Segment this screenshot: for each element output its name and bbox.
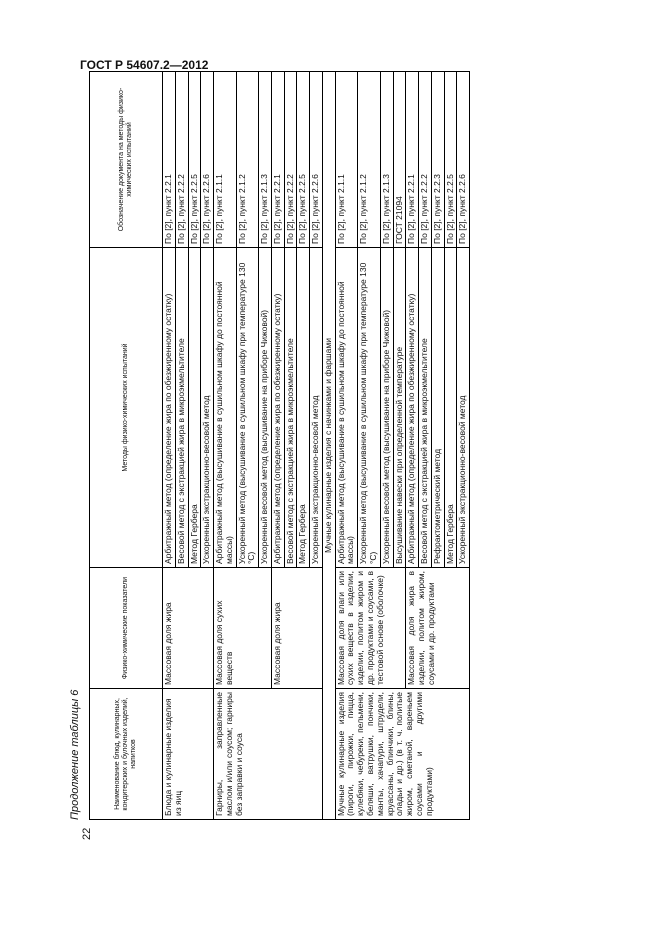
rotated-page-content (69, 72, 602, 840)
document-cell: По [2], пункт 2.1.3 (380, 72, 393, 248)
document-cell: По [2], пункт 2.2.1 (271, 72, 284, 248)
document-cell: По [2], пункт 2.2.1 (406, 72, 419, 248)
document-cell: По [2], пункт 2.1.1 (335, 72, 358, 248)
document-cell: По [2], пункт 2.1.2 (358, 72, 381, 248)
method-cell: Метод Гербера (297, 248, 310, 568)
method-cell: Высушивание навески при определенной температуре (393, 248, 406, 568)
table-row (214, 72, 237, 820)
method-cell: Ускоренный экстракционно-весовой метод (310, 248, 323, 568)
document-cell: По [2], пункт 2.2.6 (201, 72, 214, 248)
method-cell: Ускоренный экстракционно-весовой метод (457, 248, 470, 568)
table-header-row (90, 72, 163, 820)
document-cell: По [2], пункт 2.2.6 (310, 72, 323, 248)
section-title: Мучные кулинарные изделия с начинками и фаршами (322, 72, 335, 820)
method-cell: Ускоренный метод (высушивание в сушильном шкафу при температуре 130 °С) (358, 248, 381, 568)
document-cell: По [2], пункт 2.2.2 (284, 72, 297, 248)
table-row (163, 72, 176, 820)
method-cell: Арбитражный метод (высушивание в сушильном шкафу до постоянной массы) (214, 248, 237, 568)
method-cell: Весовой метод с экстракцией жира в микроэкмельтителе (419, 248, 432, 568)
indicator-cell: Массовая доля жира (271, 568, 322, 689)
method-cell: Ускоренный метод (высушивание в сушильном шкафу при температуре 130 °С) (236, 248, 259, 568)
indicator-cell: Массовая доля жира (163, 568, 214, 689)
document-cell: По [2], пункт 2.2.3 (431, 72, 444, 248)
header-product: Наименование блюд, кулинарных, кондитерских и булочных изделий, напитков (90, 689, 163, 820)
method-cell: Весовой метод с экстракцией жира в микроэкмельтителе (284, 248, 297, 568)
document-cell: По [2], пункт 2.2.2 (419, 72, 432, 248)
method-cell: Ускоренный весовой метод (высушивание на приборе Чижовой) (380, 248, 393, 568)
document-cell: По [2], пункт 2.2.6 (457, 72, 470, 248)
document-cell: По [2], пункт 2.2.5 (297, 72, 310, 248)
document-cell: По [2], пункт 2.1.1 (214, 72, 237, 248)
document-cell: По [2], пункт 2.2.2 (175, 72, 188, 248)
method-cell: Метод Гербера (188, 248, 201, 568)
product-cell: Блюда и кулинарные изделия из яиц (163, 689, 214, 820)
document-cell: ГОСТ 21094 (393, 72, 406, 248)
product-cell: Гарниры, заправленные маслом и/или соусом; гарниры без заправки и соуса (214, 689, 323, 820)
method-cell: Ускоренный весовой метод (высушивание на приборе Чижовой) (259, 248, 272, 568)
indicator-cell: Массовая доля жира в изделии, политом жиром, соусами и др. продуктами (406, 568, 470, 689)
method-cell: Арбитражный метод (высушивание в сушильном шкафу до постоянной массы) (335, 248, 358, 568)
document-cell: По [2], пункт 2.1.2 (236, 72, 259, 248)
section-row (322, 72, 335, 820)
method-cell: Арбитражный метод (определение жира по обезжиренному остатку) (163, 248, 176, 568)
header-indicator: Физико-химические показатели (90, 568, 163, 689)
document-cell: По [2], пункт 2.1.3 (259, 72, 272, 248)
method-cell: Весовой метод с экстракцией жира в микроэкмельтителе (175, 248, 188, 568)
document-id: ГОСТ Р 54607.2—2012 (80, 58, 209, 72)
indicator-cell: Массовая доля сухих веществ (214, 568, 272, 689)
methods-table (89, 71, 470, 820)
page-number: 22 (81, 827, 93, 840)
table-caption: Продолжение таблицы 6 (69, 689, 81, 820)
header-document: Обозначение документа на методы физико-химических испытаний (90, 72, 163, 248)
table-row (335, 72, 358, 820)
method-cell: Ускоренный экстракционно-весовой метод (201, 248, 214, 568)
method-cell: Арбитражный метод (определение жира по обезжиренному остатку) (271, 248, 284, 568)
method-cell: Арбитражный метод (определение жира по обезжиренному остатку) (406, 248, 419, 568)
document-cell: По [2], пункт 2.2.5 (188, 72, 201, 248)
header-method: Методы физико-химических испытаний (90, 248, 163, 568)
method-cell: Рефрактометрический метод (431, 248, 444, 568)
indicator-cell: Массовая доля влаги или сухих веществ в изделии, изделии, политом жиром и др. продуктами и соусами, в тестовой основе (оболочке) (335, 568, 406, 689)
document-cell: По [2], пункт 2.2.5 (444, 72, 457, 248)
product-cell: Мучные кулинарные изделия (пироги, пирожки, пицца, кулебяки, чебуреки, пельмени, беляши, ватрушки, пончики, манты, хачапури, штрудели, круассаны, блинчики, блины, оладьи и др.) (в т. ч. политые жиром, сметаной, вареньем соусами и другими продуктами) (335, 689, 469, 820)
method-cell: Метод Гербера (444, 248, 457, 568)
document-cell: По [2], пункт 2.2.1 (163, 72, 176, 248)
